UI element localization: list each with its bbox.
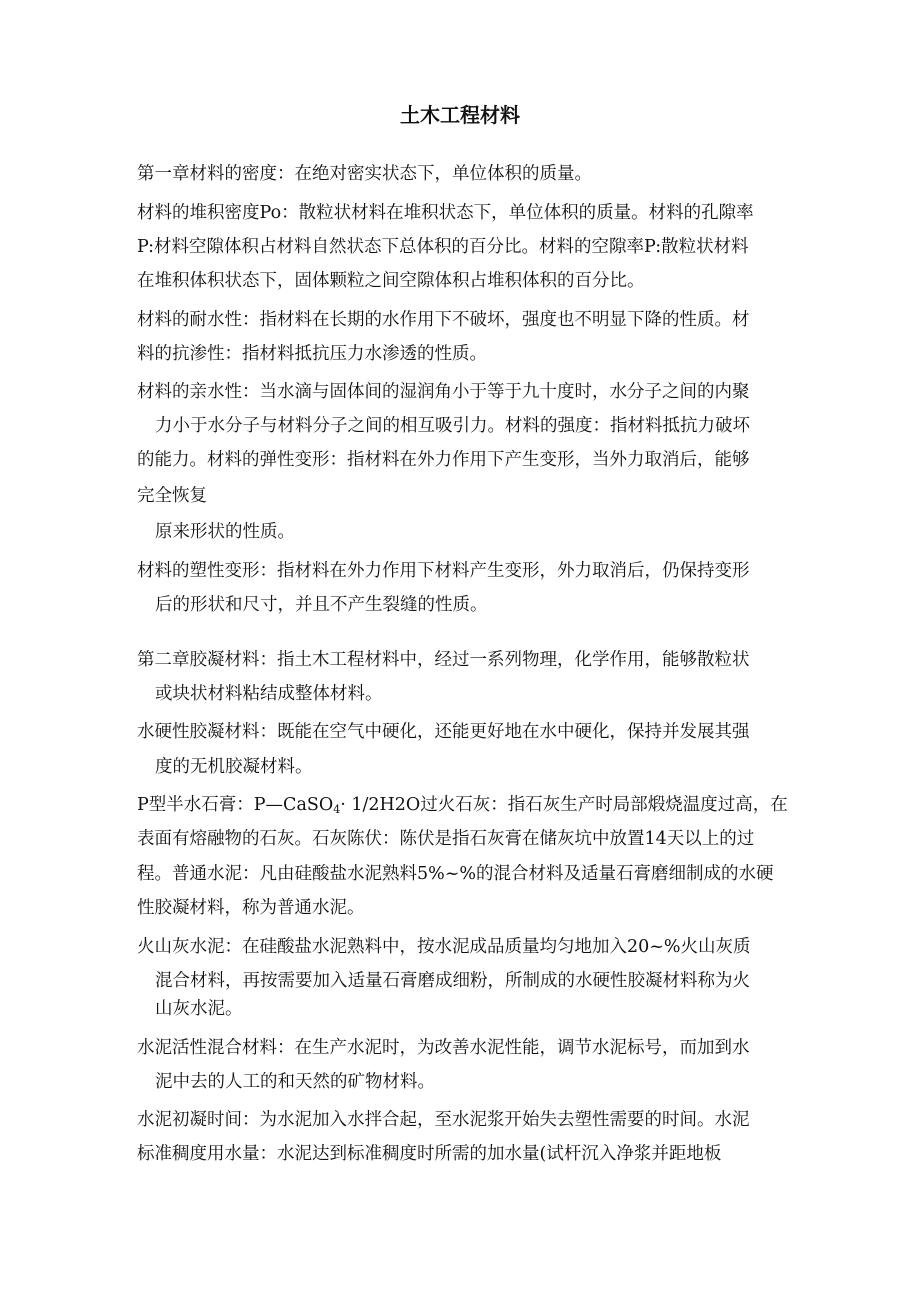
- text-line: 水硬性胶凝材料：既能在空气中硬化，还能更好地在水中硬化，保持并发展其强: [137, 722, 750, 742]
- text-line: 材料的塑性变形：指材料在外力作用下材料产生变形，外力取消后，仍保持变形: [137, 561, 750, 581]
- text-line: 或块状材料粘结成整体材料。: [155, 684, 383, 704]
- text-line: 标准稠度用水量：水泥达到标准稠度时所需的加水量(试杆沉入净浆并距地板: [137, 1144, 722, 1164]
- text-line: 完全恢复: [137, 486, 207, 506]
- text-line: 混合材料，再按需要加入适量石膏磨成细粉，所制成的水硬性胶凝材料称为火: [155, 971, 750, 991]
- text-line: 原来形状的性质。: [155, 522, 295, 542]
- text-line: 第一章材料的密度：在绝对密实状态下，单位体积的质量。: [137, 164, 592, 184]
- text-line: 表面有熔融物的石灰。石灰陈伏：陈伏是指石灰膏在储灰坑中放置14天以上的过: [137, 829, 755, 849]
- text-line: P:材料空隙体积占材料自然状态下总体积的百分比。材料的空隙率P:散粒状材料: [137, 237, 749, 257]
- text-line: 材料的堆积密度Po：散粒状材料在堆积状态下，单位体积的质量。材料的孔隙率: [137, 203, 754, 223]
- text-line: 火山灰水泥：在硅酸盐水泥熟料中，按水泥成品质量均匀地加入20~%火山灰质: [137, 937, 751, 957]
- text-line: [137, 793, 788, 817]
- text-line: 水泥活性混合材料：在生产水泥时，为改善水泥性能，调节水泥标号，而加到水: [137, 1038, 750, 1058]
- text-line: 料的抗渗性：指材料抵抗压力水渗透的性质。: [137, 344, 487, 364]
- text-line: 后的形状和尺寸，并且不产生裂缝的性质。: [155, 595, 488, 615]
- text-line: 材料的亲水性：当水滴与固体间的湿润角小于等于九十度时，水分子之间的内聚: [137, 382, 750, 402]
- text-line: 山灰水泥。: [155, 999, 243, 1019]
- page-title: 土木工程材料: [400, 103, 520, 127]
- text-line: 力小于水分子与材料分子之间的相互吸引力。材料的强度：指材料抵抗力破坏: [155, 416, 750, 436]
- formula-text-rest: · 1/2H2O过火石灰：指石灰生产时局部煅烧温度过高，在: [340, 795, 788, 815]
- text-line: 在堆积体积状态下，固体颗粒之间空隙体积占堆积体积的百分比。: [137, 271, 645, 291]
- text-line: 水泥初凝时间：为水泥加入水拌合起，至水泥浆开始失去塑性需要的时间。水泥: [137, 1110, 750, 1130]
- text-line: 第二章胶凝材料：指土木工程材料中，经过一系列物理，化学作用，能够散粒状: [137, 650, 750, 670]
- text-line: 材料的耐水性：指材料在长期的水作用下不破坏，强度也不明显下降的性质。材: [137, 310, 750, 330]
- text-line: 泥中去的人工的和天然的矿物材料。: [155, 1072, 435, 1092]
- text-line: 的能力。材料的弹性变形：指材料在外力作用下产生变形，当外力取消后，能够: [137, 450, 750, 470]
- text-line: 性胶凝材料，称为普通水泥。: [137, 898, 365, 918]
- text-line: 度的无机胶凝材料。: [155, 757, 313, 777]
- formula-text: P型半水石膏：P—CaSO: [137, 795, 334, 815]
- text-line: 程。普通水泥：凡由硅酸盐水泥熟料5%~%的混合材料及适量石膏磨细制成的水硬: [137, 864, 774, 884]
- subscript: 4: [333, 803, 341, 816]
